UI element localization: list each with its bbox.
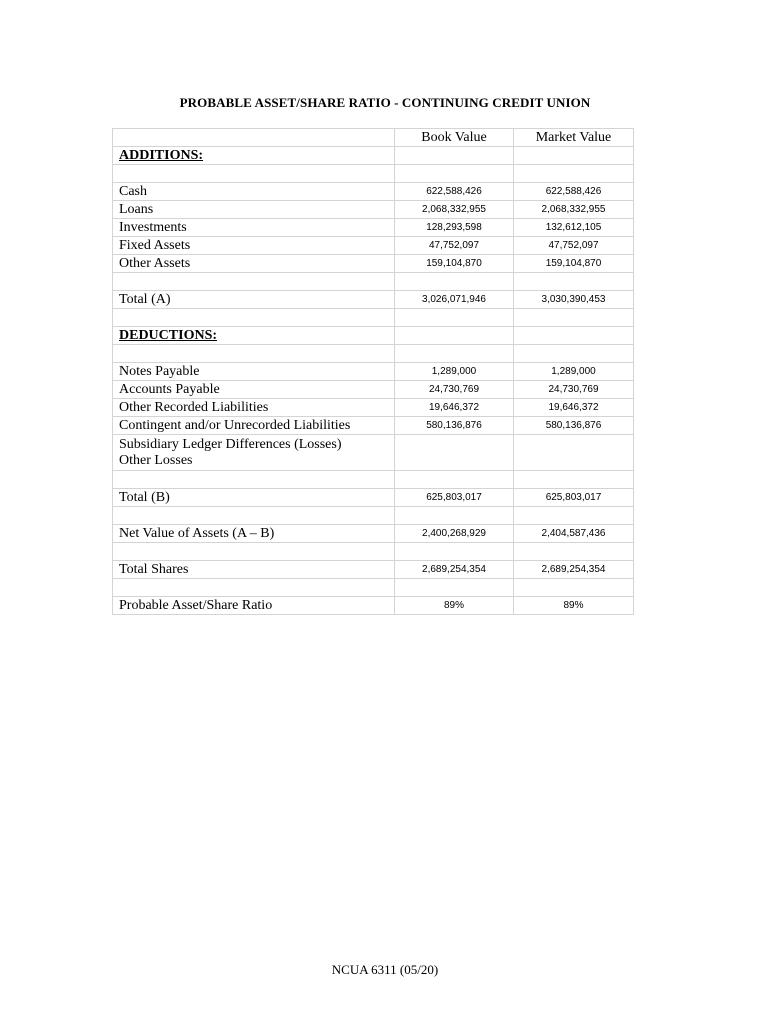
row-label: Investments	[113, 219, 395, 237]
market-value-cell	[514, 435, 634, 471]
book-value-cell: 159,104,870	[395, 255, 514, 273]
market-value-cell: 622,588,426	[514, 183, 634, 201]
market-value-cell: 19,646,372	[514, 399, 634, 417]
row-label	[113, 435, 395, 471]
book-value-cell: 89%	[395, 597, 514, 615]
table-row	[113, 399, 634, 417]
row-label: Total (B)	[113, 489, 395, 507]
row-label: Notes Payable	[113, 363, 395, 381]
book-value-cell: 580,136,876	[395, 417, 514, 435]
table-row	[113, 435, 634, 471]
ratio-row	[113, 597, 634, 615]
deductions-heading-row	[113, 327, 634, 345]
table-row	[113, 219, 634, 237]
market-value-cell: 2,689,254,354	[514, 561, 634, 579]
market-value-cell: 2,068,332,955	[514, 201, 634, 219]
market-value-cell: 89%	[514, 597, 634, 615]
table-row	[113, 255, 634, 273]
book-value-cell: 1,289,000	[395, 363, 514, 381]
book-value-cell: 24,730,769	[395, 381, 514, 399]
row-label: Fixed Assets	[113, 237, 395, 255]
form-number-footer: NCUA 6311 (05/20)	[331, 962, 439, 977]
book-value-cell: 128,293,598	[395, 219, 514, 237]
total-b-row	[113, 489, 634, 507]
row-label: Net Value of Assets (A – B)	[113, 525, 395, 543]
book-value-cell: 625,803,017	[395, 489, 514, 507]
market-value-cell: 625,803,017	[514, 489, 634, 507]
market-value-cell: 24,730,769	[514, 381, 634, 399]
market-value-cell: 47,752,097	[514, 237, 634, 255]
net-value-row	[113, 525, 634, 543]
book-value-cell: 3,026,071,946	[395, 291, 514, 309]
book-value-header: Book Value	[395, 129, 514, 147]
page-title: PROBABLE ASSET/SHARE RATIO - CONTINUING CREDIT UNION	[179, 95, 591, 110]
market-value-cell: 3,030,390,453	[514, 291, 634, 309]
asset-share-ratio-table	[112, 128, 634, 615]
row-label-line: Subsidiary Ledger Differences (Losses)	[119, 436, 342, 452]
market-value-cell: 159,104,870	[514, 255, 634, 273]
row-label: Other Assets	[113, 255, 395, 273]
row-label: Accounts Payable	[113, 381, 395, 399]
deductions-heading: DEDUCTIONS:	[113, 327, 395, 345]
book-value-cell: 2,689,254,354	[395, 561, 514, 579]
table-row	[113, 417, 634, 435]
book-value-cell: 19,646,372	[395, 399, 514, 417]
book-value-cell: 2,400,268,929	[395, 525, 514, 543]
row-label: Contingent and/or Unrecorded Liabilities	[113, 417, 395, 435]
market-value-header: Market Value	[514, 129, 634, 147]
table-row	[113, 363, 634, 381]
book-value-cell: 622,588,426	[395, 183, 514, 201]
row-label: Probable Asset/Share Ratio	[113, 597, 395, 615]
book-value-cell: 2,068,332,955	[395, 201, 514, 219]
total-a-row	[113, 291, 634, 309]
market-value-cell: 132,612,105	[514, 219, 634, 237]
additions-heading: ADDITIONS:	[113, 147, 395, 165]
row-label: Cash	[113, 183, 395, 201]
table-row	[113, 201, 634, 219]
market-value-cell: 1,289,000	[514, 363, 634, 381]
market-value-cell: 580,136,876	[514, 417, 634, 435]
table-row	[113, 237, 634, 255]
header-row	[113, 129, 634, 147]
row-label-line: Other Losses	[119, 452, 193, 468]
book-value-cell	[395, 435, 514, 471]
row-label: Total Shares	[113, 561, 395, 579]
row-label: Loans	[113, 201, 395, 219]
additions-heading-row	[113, 147, 634, 165]
book-value-cell: 47,752,097	[395, 237, 514, 255]
row-label: Other Recorded Liabilities	[113, 399, 395, 417]
table-row	[113, 381, 634, 399]
row-label: Total (A)	[113, 291, 395, 309]
market-value-cell: 2,404,587,436	[514, 525, 634, 543]
table-row	[113, 183, 634, 201]
total-shares-row	[113, 561, 634, 579]
